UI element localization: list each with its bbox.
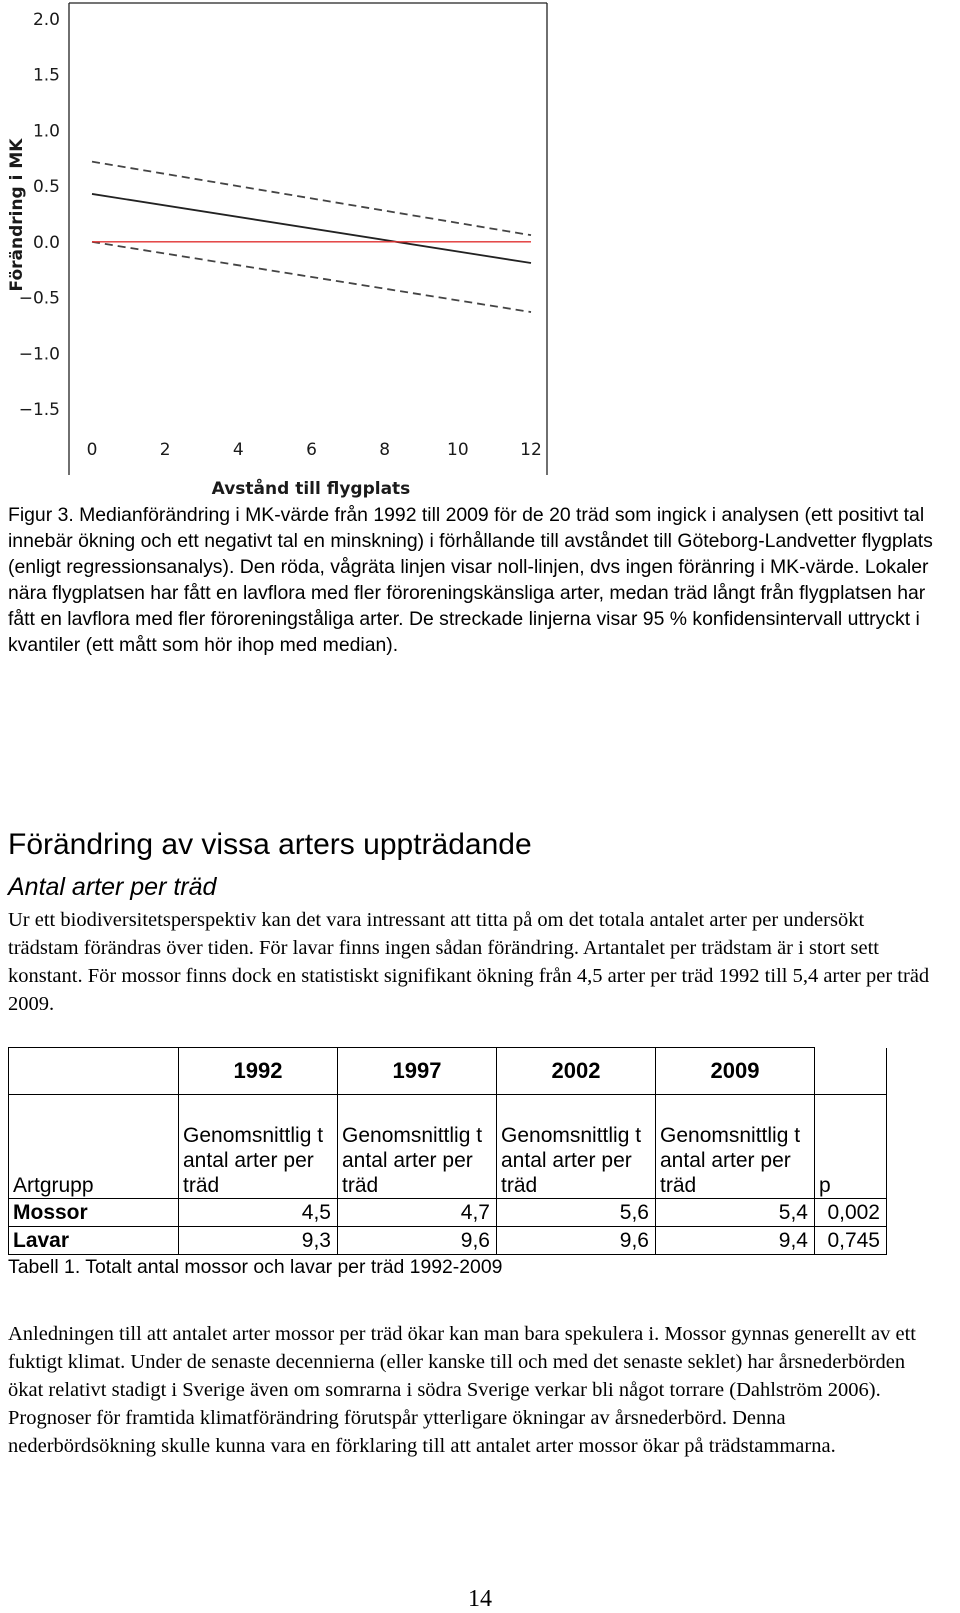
value-cell: 5,4	[656, 1199, 815, 1227]
value-cell: 9,4	[656, 1227, 815, 1255]
x-tick-label: 10	[447, 440, 469, 460]
value-cell: 4,7	[338, 1199, 497, 1227]
y-tick-label: 2.0	[32, 10, 60, 30]
group-header-cell: Artgrupp	[9, 1095, 179, 1199]
x-tick-label: 4	[232, 440, 244, 460]
year-header-1997: 1997	[338, 1048, 497, 1095]
figure-caption: Figur 3. Medianförändring i MK-värde från 1992 till 2009 för de 20 träd som ingick i analysen (ett positivt tal innebär ökning och ett negativt tal en minskning) i förhållande till avståndet till Göteborg-Landvetter flygplats (enligt regressionsanalys). Den röda, vågräta linjen visar noll-linjen, dvs ingen föränring i MK-värde. Lokaler nära flygplatsen har fått en lavflora med fler föroreningskänsliga arter, medan träd långt från flygplatsen har fått en lavflora med fler föroreningståliga arter. De streckade linjerna visar 95 % konfidensintervall uttryckt i kvantiler (ett mått som hör ihop med median).	[8, 504, 933, 656]
column-header-cell: Genomsnittlig t antal arter per träd	[497, 1095, 656, 1199]
y-tick-label: 0.5	[32, 177, 60, 198]
row-name-cell: Lavar	[9, 1227, 179, 1255]
x-tick-labels	[87, 440, 542, 460]
table-row	[9, 1199, 887, 1227]
section-heading: Förändring av vissa arters uppträdande	[8, 828, 532, 861]
y-tick-label: 1.0	[32, 121, 60, 142]
value-cell: 9,3	[179, 1227, 338, 1255]
year-header-2002: 2002	[497, 1048, 656, 1095]
column-header-cell: Genomsnittlig t antal arter per träd	[179, 1095, 338, 1199]
y-tick-label: 1.5	[32, 65, 60, 86]
section-subheading: Antal arter per träd	[8, 873, 217, 901]
confidence-bound-line	[92, 162, 531, 236]
value-cell: 5,6	[497, 1199, 656, 1227]
p-header-cell: p	[815, 1095, 887, 1199]
column-header-cell: Genomsnittlig t antal arter per träd	[338, 1095, 497, 1199]
year-header-2009: 2009	[656, 1048, 815, 1095]
year-header-1992: 1992	[179, 1048, 338, 1095]
species-count-table	[8, 1047, 887, 1255]
figure-3-chart	[0, 0, 560, 505]
p-value-cell: 0,745	[815, 1227, 887, 1255]
chart-svg	[0, 0, 560, 505]
x-axis-title: Avstånd till flygplats	[211, 479, 411, 499]
p-value-cell: 0,002	[815, 1199, 887, 1227]
row-name-cell: Mossor	[9, 1199, 179, 1227]
table-year-row	[9, 1048, 887, 1095]
table-row	[9, 1227, 887, 1255]
x-tick-label: 8	[379, 440, 391, 460]
chart-marks	[92, 162, 531, 312]
table-header-row	[9, 1095, 887, 1199]
x-tick-label: 12	[520, 440, 542, 460]
column-header-cell: Genomsnittlig t antal arter per träd	[656, 1095, 815, 1199]
page-number: 14	[468, 1586, 492, 1612]
value-cell: 9,6	[338, 1227, 497, 1255]
table	[8, 1047, 887, 1255]
y-axis-title: Förändring i MK	[7, 138, 27, 292]
body-paragraph-1: Ur ett biodiversitetsperspektiv kan det vara intressant att titta på om det totala antalet arter per undersökt trädstam förändras över tiden. För lavar finns ingen sådan förändring. Artantalet per trädstam är i stort sett konstant. För mossor finns dock en statistiskt signifikant ökning från 4,5 arter per träd 1992 till 5,4 arter per träd 2009.	[8, 909, 930, 1015]
x-tick-label: 0	[86, 440, 98, 460]
table-blank-cell	[815, 1048, 887, 1095]
y-tick-label: 0.0	[32, 232, 60, 253]
value-cell: 9,6	[497, 1227, 656, 1255]
body-paragraph-2: Anledningen till att antalet arter mossor per träd ökar kan man bara spekulera i. Mossor gynnas generellt av ett fuktigt klimat. Under de senaste decennierna (eller kanske till och med det senaste seklet) har årsnederbörden ökat relativt stadigt i Sverige även om somrarna i södra Sverige verkar bli något torrare (Dahlström 2006). Prognoser för framtida klimatförändring förutspår ytterligare ökningar av årsnederbörd. Denna nederbördsökning skulle kunna vara en förklaring till att antalet arter mossor ökar på trädstammarna.	[8, 1323, 916, 1457]
table-caption: Tabell 1. Totalt antal mossor och lavar per träd 1992-2009	[8, 1256, 503, 1278]
x-tick-label: 2	[159, 440, 171, 460]
y-tick-label: −0.5	[18, 288, 60, 309]
table-corner-cell	[9, 1048, 179, 1095]
y-tick-label: −1.5	[18, 400, 60, 420]
y-tick-label: −1.0	[18, 344, 60, 365]
x-tick-label: 6	[306, 440, 317, 460]
value-cell: 4,5	[179, 1199, 338, 1227]
